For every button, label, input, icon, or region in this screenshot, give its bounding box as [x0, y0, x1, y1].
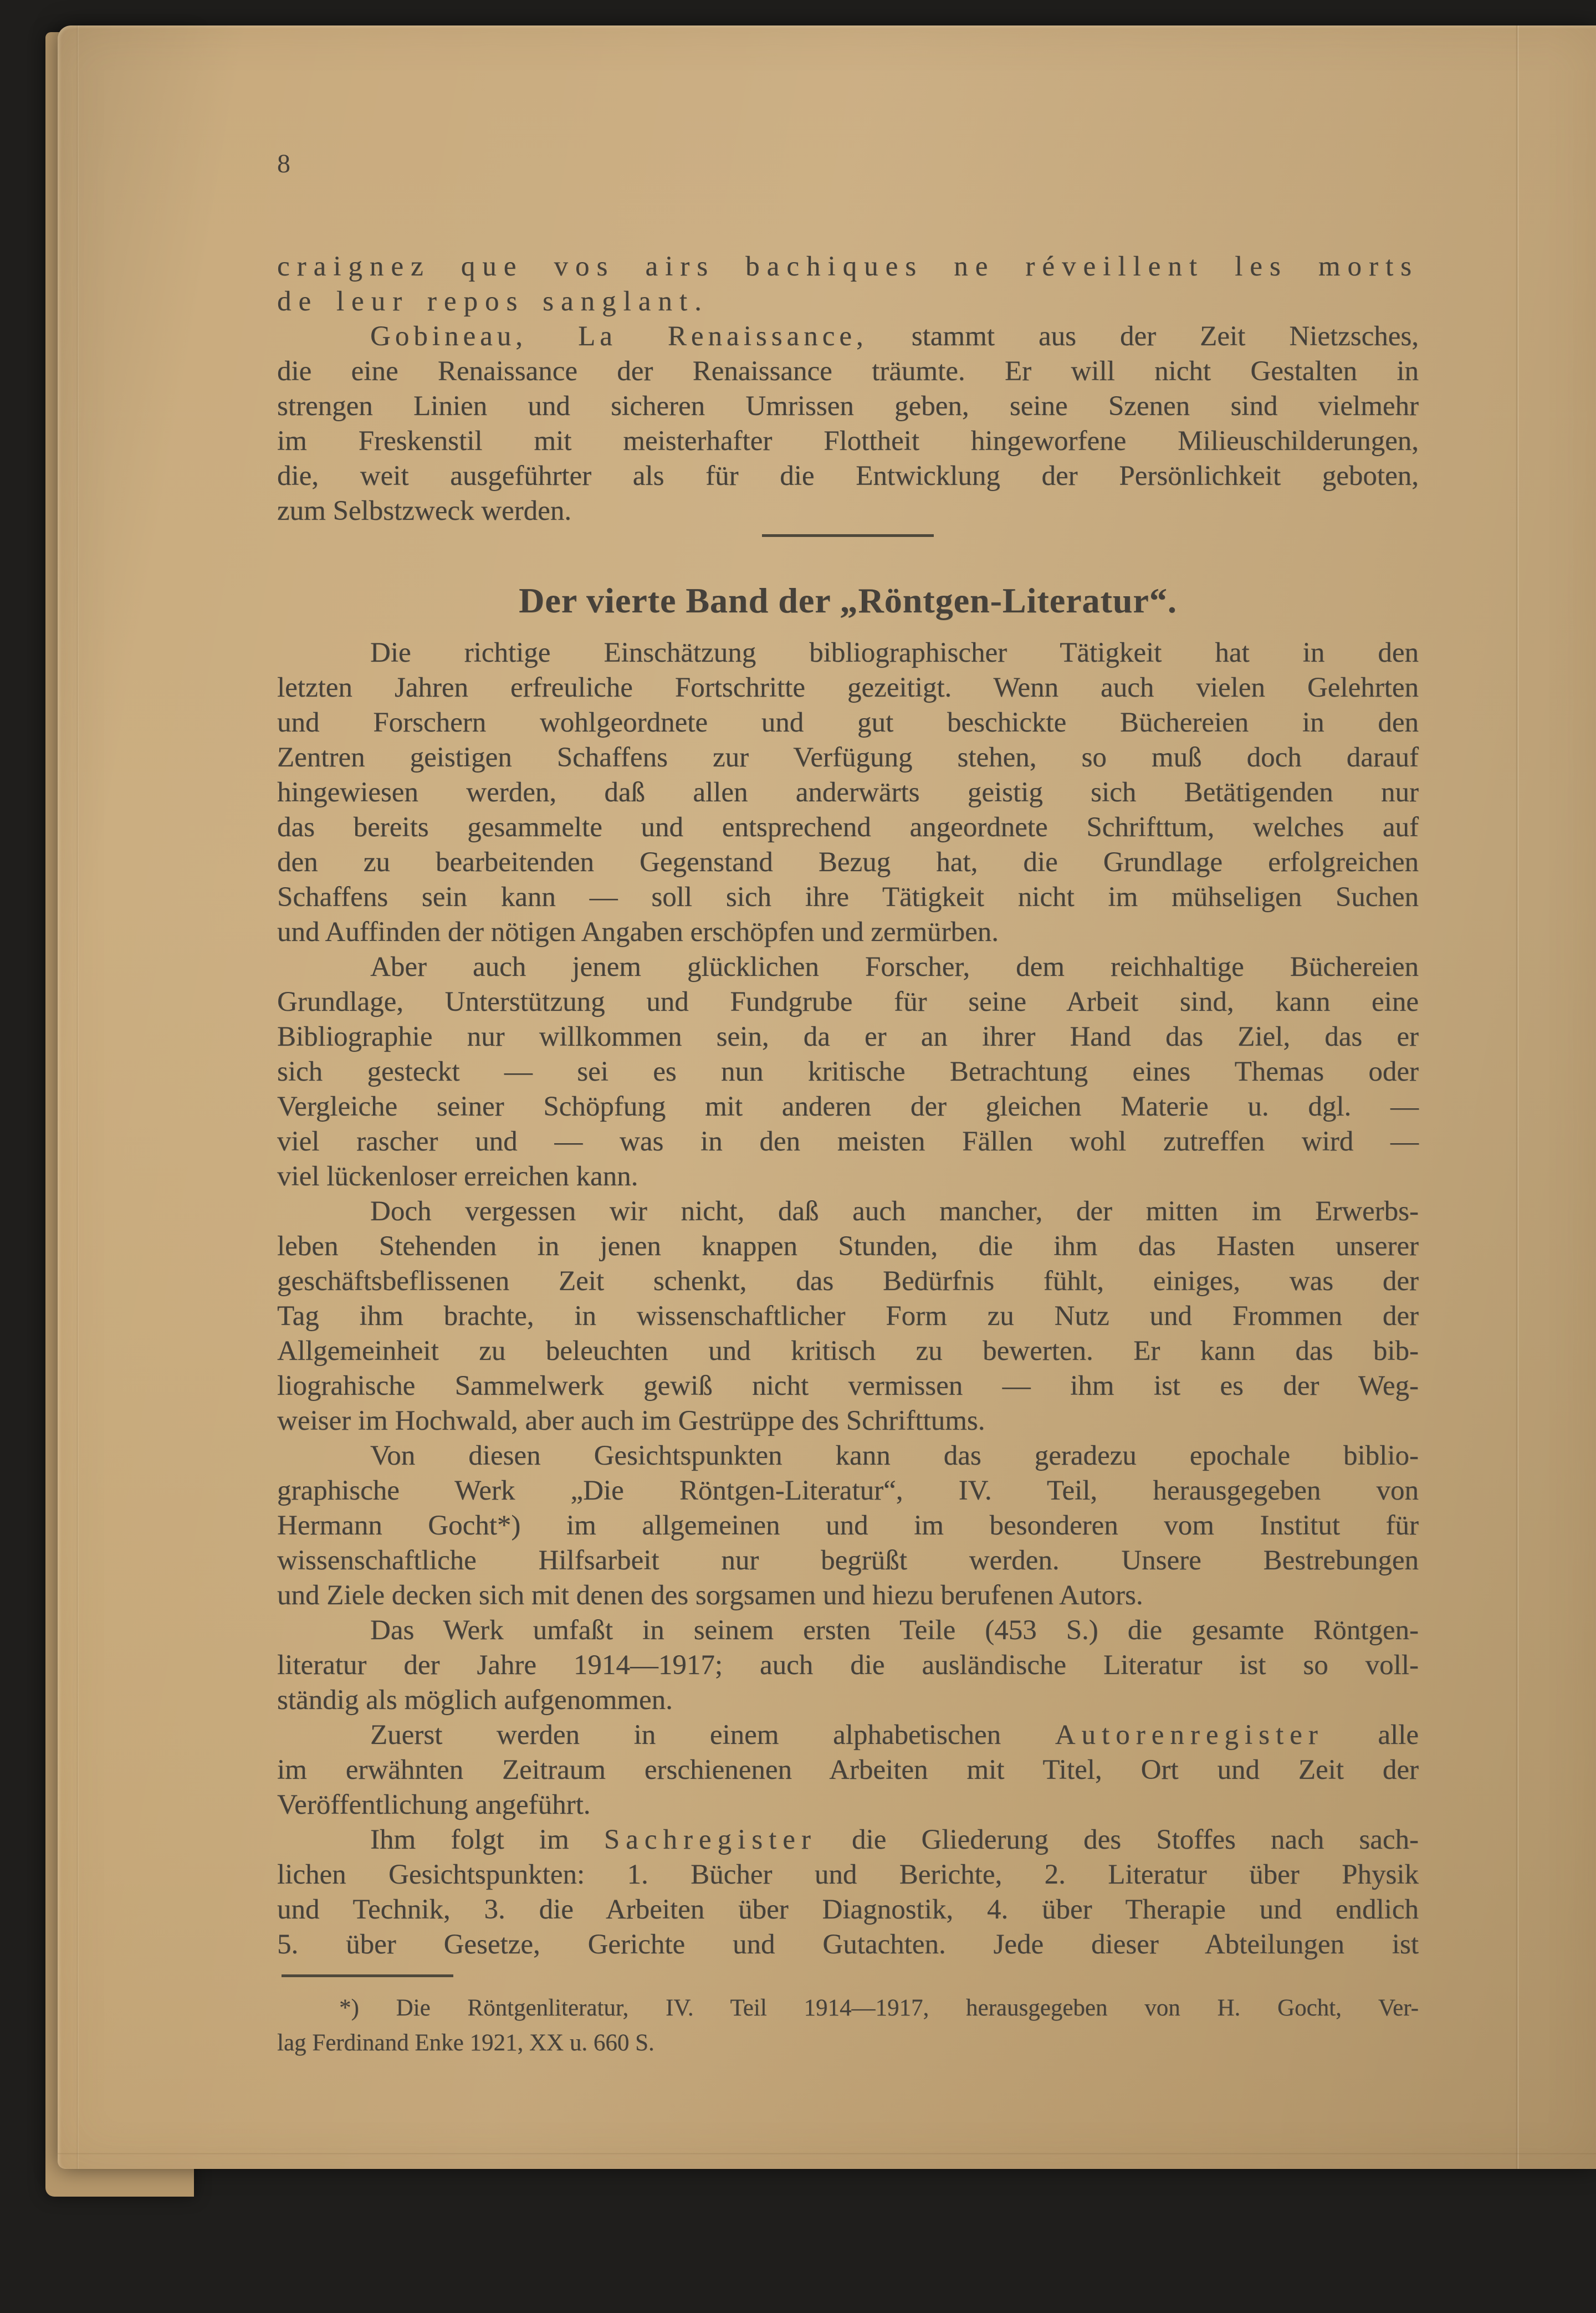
- text-line: craignez que vos airs bachiques ne réveillent les morts: [277, 251, 1419, 282]
- text-line: wissenschaftliche Hilfsarbeit nur begrüßt werden. Unsere Bestrebungen: [277, 1545, 1419, 1576]
- text-line: [277, 1718, 1419, 1753]
- text-line: Tag ihm brachte, in wissenschaftlicher Form zu Nutz und Frommen der: [277, 1301, 1419, 1332]
- text-line: *) Die Röntgenliteratur, IV. Teil 1914—1917, herausgegeben von H. Gocht, Ver-: [339, 1995, 1419, 2021]
- text-run: alle: [1323, 1720, 1419, 1751]
- intro-paragraph: [277, 319, 1419, 529]
- text-line: im erwähnten Zeitraum erschienenen Arbeiten mit Titel, Ort und Zeit der: [277, 1754, 1419, 1785]
- text-line: viel lückenloser erreichen kann.: [277, 1161, 638, 1192]
- text-line: die eine Renaissance der Renaissance träumte. Er will nicht Gestalten in: [277, 356, 1419, 387]
- text-line: Bibliographie nur willkommen sein, da er an ihrer Hand das Ziel, das er: [277, 1021, 1419, 1052]
- paragraph: [277, 1439, 1419, 1613]
- text-line: leben Stehenden in jenen knappen Stunden, die ihm das Hasten unserer: [277, 1231, 1419, 1262]
- letterspaced-text: Autorenregister: [1055, 1720, 1324, 1751]
- french-quote: [277, 249, 1419, 319]
- text-line: und Ziele decken sich mit denen des sorgsamen und hiezu berufenen Autors.: [277, 1580, 1143, 1611]
- text-line: Aber auch jenem glücklichen Forscher, dem reichhaltige Büchereien: [370, 951, 1419, 982]
- text-line: de leur repos sanglant.: [277, 286, 709, 317]
- text-run: Zuerst werden in einem alphabetischen: [370, 1720, 1055, 1751]
- text-line: ständig als möglich aufgenommen.: [277, 1685, 673, 1716]
- text-line: letzten Jahren erfreuliche Fortschritte gezeitigt. Wenn auch vielen Gelehrten: [277, 672, 1419, 703]
- text-line: [277, 1823, 1419, 1857]
- text-line: lag Ferdinand Enke 1921, XX u. 660 S.: [277, 2030, 654, 2056]
- paper-crease-left: [76, 25, 79, 2169]
- text-line: Grundlage, Unterstützung und Fundgrube für seine Arbeit sind, kann eine: [277, 986, 1419, 1017]
- text-line: 5. über Gesetze, Gerichte und Gutachten. Jede dieser Abteilungen ist: [277, 1929, 1419, 1960]
- paragraph: [277, 1613, 1419, 1718]
- body-paragraphs: [277, 636, 1419, 1962]
- text-line: lichen Gesichtspunkten: 1. Bücher und Berichte, 2. Literatur über Physik: [277, 1859, 1419, 1890]
- text-line: weiser im Hochwald, aber auch im Gestrüppe des Schrifttums.: [277, 1405, 985, 1436]
- text-line: zum Selbstzweck werden.: [277, 495, 572, 526]
- section-divider: [762, 534, 934, 537]
- document-page: [58, 25, 1596, 2169]
- paragraph: [277, 636, 1419, 950]
- text-line: Veröffentlichung angeführt.: [277, 1789, 591, 1820]
- text-line: Von diesen Gesichtspunkten kann das geradezu epochale biblio-: [370, 1440, 1419, 1471]
- paragraph: [277, 950, 1419, 1194]
- text-line: im Freskenstil mit meisterhafter Flottheit hingeworfene Milieuschilderungen,: [277, 426, 1419, 457]
- text-line: geschäftsbeflissenen Zeit schenkt, das Bedürfnis fühlt, einiges, was der: [277, 1266, 1419, 1297]
- text-line: Schaffens sein kann — soll sich ihre Tätigkeit nicht im mühseligen Suchen: [277, 882, 1419, 913]
- text-line: Allgemeinheit zu beleuchten und kritisch zu bewerten. Er kann das bib-: [277, 1335, 1419, 1367]
- paragraph: [277, 1718, 1419, 1823]
- footnote-rule: [282, 1974, 453, 1977]
- page-number: 8: [277, 149, 291, 178]
- text-line: die, weit ausgeführter als für die Entwicklung der Persönlichkeit geboten,: [277, 460, 1419, 492]
- footnote: [277, 1990, 1419, 2060]
- paper-crease-right: [1516, 25, 1519, 2169]
- text-line: den zu bearbeitenden Gegenstand Bezug hat, die Grundlage erfolgreichen: [277, 847, 1419, 878]
- text-line: und Forschern wohlgeordnete und gut beschickte Büchereien in den: [277, 707, 1419, 738]
- text-line: sich gesteckt — sei es nun kritische Betrachtung eines Themas oder: [277, 1056, 1419, 1087]
- text-line: und Technik, 3. die Arbeiten über Diagnostik, 4. über Therapie und endlich: [277, 1894, 1419, 1925]
- text-line: strengen Linien und sicheren Umrissen geben, seine Szenen sind vielmehr: [277, 391, 1419, 422]
- text-line: [277, 319, 1419, 354]
- text-run: die Gliederung des Stoffes nach sach-: [816, 1824, 1419, 1855]
- text-column: [277, 249, 1419, 2060]
- text-line: liograhische Sammelwerk gewiß nicht vermissen — ihm ist es der Weg-: [277, 1370, 1419, 1401]
- paragraph: [277, 1194, 1419, 1439]
- text-line: Vergleiche seiner Schöpfung mit anderen der gleichen Materie u. dgl. —: [277, 1091, 1419, 1122]
- text-line: das bereits gesammelte und entsprechend angeordnete Schrifttum, welches auf: [277, 812, 1419, 843]
- text-run: Ihm folgt im: [370, 1824, 604, 1855]
- text-line: Das Werk umfaßt in seinem ersten Teile (453 S.) die gesamte Röntgen-: [370, 1615, 1419, 1646]
- text-line: Die richtige Einschätzung bibliographischer Tätigkeit hat in den: [370, 637, 1419, 668]
- text-line: hingewiesen werden, daß allen anderwärts geistig sich Betätigenden nur: [277, 777, 1419, 808]
- text-line: und Auffinden der nötigen Angaben erschöpfen und zermürben.: [277, 917, 999, 948]
- paper-crease-bottom: [58, 2153, 1596, 2155]
- text-line: Doch vergessen wir nicht, daß auch mancher, der mitten im Erwerbs-: [370, 1196, 1419, 1227]
- letterspaced-text: Gobineau, La Renaissance,: [370, 321, 868, 352]
- text-line: Zentren geistigen Schaffens zur Verfügung stehen, so muß doch darauf: [277, 742, 1419, 773]
- section-heading: Der vierte Band der „Röntgen-Literatur“.: [519, 581, 1177, 620]
- text-run: stammt aus der Zeit Nietzsches,: [867, 321, 1419, 352]
- paragraph: [277, 1823, 1419, 1962]
- text-line: viel rascher und — was in den meisten Fällen wohl zutreffen wird —: [277, 1126, 1419, 1157]
- paragraph: [277, 319, 1419, 529]
- letterspaced-text: Sachregister: [603, 1824, 817, 1855]
- text-line: literatur der Jahre 1914—1917; auch die ausländische Literatur ist so voll-: [277, 1650, 1419, 1681]
- text-line: graphische Werk „Die Röntgen-Literatur“, IV. Teil, herausgegeben von: [277, 1475, 1419, 1506]
- text-line: Hermann Gocht*) im allgemeinen und im besonderen vom Institut für: [277, 1510, 1419, 1541]
